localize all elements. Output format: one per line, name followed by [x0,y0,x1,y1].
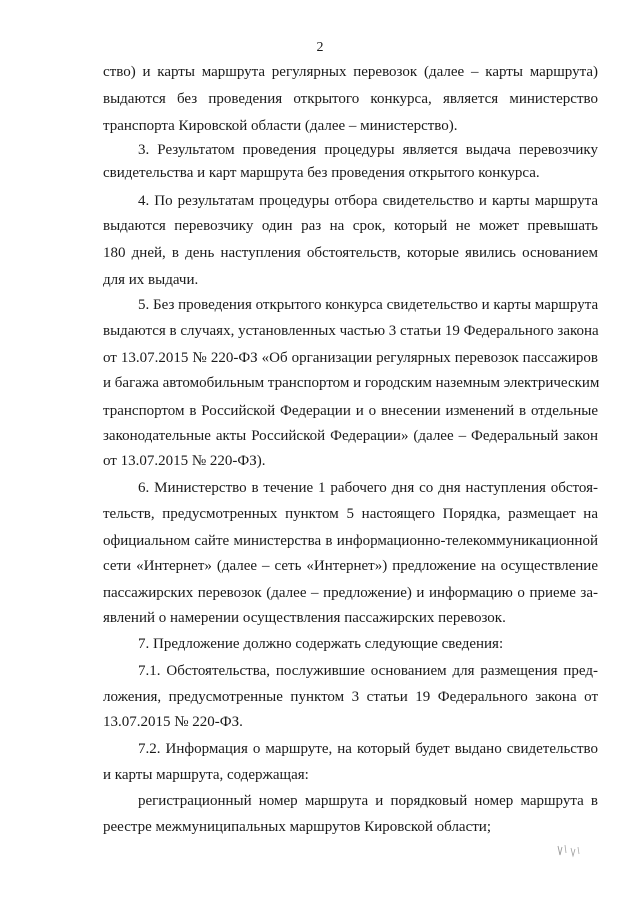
text-line: выдаются перевозчику один раз на срок, который не может превышать [103,218,598,234]
text-line: выдаются в случаях, установленных частью 3 статьи 19 Федерального закона [103,323,599,339]
text-line: 6. Министерство в течение 1 рабочего дня со дня наступления обстоя- [138,480,598,496]
text-line: регистрационный номер маршрута и порядковый номер маршрута в [138,793,598,809]
text-line: выдаются без проведения открытого конкурса, является министерство [103,91,598,107]
handwritten-mark [556,843,582,859]
text-line: законодательные акты Российской Федерации» (далее – Федеральный закон [103,428,598,444]
text-line: 7. Предложение должно содержать следующие сведения: [138,636,504,652]
text-line: свидетельства и карт маршрута без проведения открытого конкурса. [103,165,540,181]
text-line: 5. Без проведения открытого конкурса свидетельство и карты маршрута [138,297,599,313]
text-line: явлений о намерении осуществления пассажирских перевозок. [103,610,506,626]
text-line: 180 дней, в день наступления обстоятельств, которые явились основанием [103,245,598,261]
text-line: транспортом в Российской Федерации и о внесении изменений в отдельные [103,403,598,419]
page-number: 2 [316,40,324,55]
text-line: 3. Результатом проведения процедуры является выдача перевозчику [138,142,598,158]
text-line: 4. По результатам процедуры отбора свидетельство и карты маршрута [138,193,598,209]
text-line: сети «Интернет» (далее – сеть «Интернет») предложение на осуществление [103,558,598,574]
text-line: 7.2. Информация о маршруте, на который будет выдано свидетельство [138,741,598,757]
text-line: от 13.07.2015 № 220-ФЗ «Об организации регулярных перевозок пассажиров [103,350,598,366]
text-line: ство) и карты маршрута регулярных перевозок (далее – карты маршрута) [103,64,598,80]
text-line: от 13.07.2015 № 220-ФЗ). [103,453,266,469]
text-line: и карты маршрута, содержащая: [103,767,309,783]
text-line: пассажирских перевозок (далее – предложение) и информацию о приеме за- [103,585,598,601]
text-line: тельств, предусмотренных пунктом 5 настоящего Порядка, размещает на [103,506,598,522]
text-line: транспорта Кировской области (далее – министерство). [103,118,458,134]
text-line: и багажа автомобильным транспортом и городским наземным электрическим [103,375,600,391]
text-line: реестре межмуниципальных маршрутов Кировской области; [103,819,491,835]
text-line: официальном сайте министерства в информационно-телекоммуникационной [103,533,598,549]
text-line: 7.1. Обстоятельства, послужившие основанием для размещения пред- [138,663,598,679]
text-line: 13.07.2015 № 220-ФЗ. [103,714,243,730]
text-line: ложения, предусмотренные пунктом 3 статьи 19 Федерального закона от [103,689,598,705]
text-line: для их выдачи. [103,272,199,288]
